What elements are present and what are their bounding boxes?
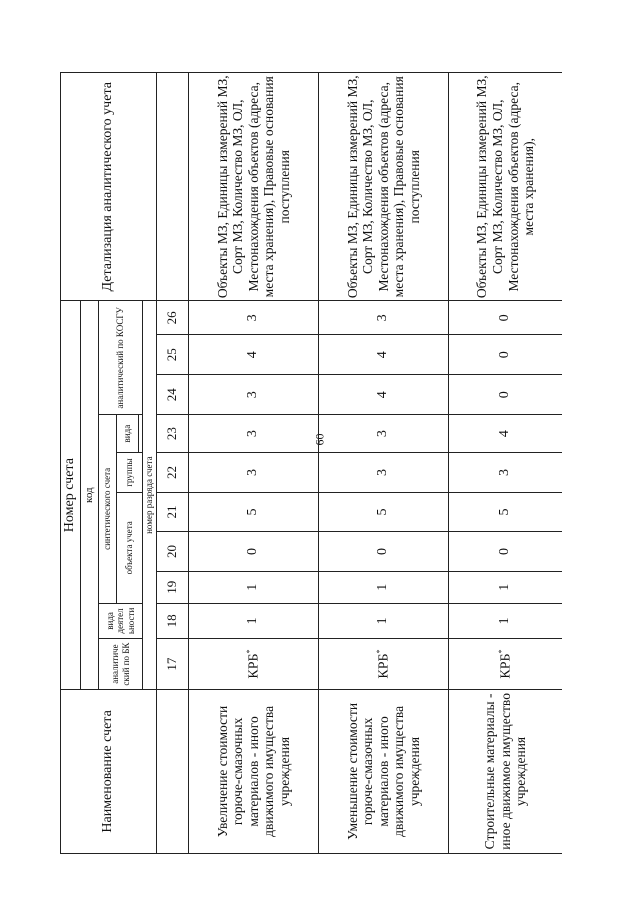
value-24: 4 — [319, 375, 449, 415]
header-analytic-bk: аналитиче ский по БК — [99, 639, 143, 690]
value-20: 0 — [449, 531, 563, 571]
value-22: 3 — [189, 453, 319, 493]
rotated-table-container — [60, 72, 562, 854]
digit-24: 24 — [157, 375, 189, 415]
value-18: 1 — [449, 603, 563, 639]
krb-footnote-mark: * — [374, 649, 384, 654]
digit-26: 26 — [157, 301, 189, 335]
header-synthetic: синтетического счета — [99, 415, 117, 603]
krb-label: КРБ — [246, 653, 262, 679]
header-name: Наименование счета — [61, 689, 157, 853]
account-name: Уменьшение стоимости горюче-смазочных материалов - иного движимого имущества учреждения — [319, 689, 449, 853]
value-21: 5 — [189, 493, 319, 532]
value-25: 4 — [189, 335, 319, 375]
value-25: 0 — [449, 335, 563, 375]
value-24: 3 — [189, 375, 319, 415]
header-digit-no: номер разряда счета — [143, 301, 157, 689]
header-kind: вида — [117, 415, 139, 453]
value-26: 3 — [319, 301, 449, 335]
krb-footnote-mark: * — [244, 649, 254, 654]
table-row — [319, 73, 449, 854]
account-name: Строительные материалы - иное движимое имущество учреждения — [449, 689, 563, 853]
digit-17: 17 — [157, 639, 189, 690]
digit-22: 22 — [157, 453, 189, 493]
digit-25: 25 — [157, 335, 189, 375]
value-23: 4 — [449, 415, 563, 453]
value-19: 1 — [319, 571, 449, 603]
digit-21: 21 — [157, 493, 189, 532]
account-name: Увеличение стоимости горюче-смазочных материалов - иного движимого имущества учреждения — [189, 689, 319, 853]
header-activity: вида деятел ьности — [99, 603, 143, 639]
header-detail: Детализация аналитического учета — [61, 73, 157, 301]
value-23: 3 — [319, 415, 449, 453]
digit-19: 19 — [157, 571, 189, 603]
krb-cell — [449, 639, 563, 690]
account-detail: Объекты МЗ, Единицы измерений МЗ, Сорт МЗ, Количество МЗ, ОЛ, Местонахождения объектов (адреса, места хранения), Правовые основания поступления — [189, 73, 319, 301]
accounts-table — [60, 72, 562, 854]
krb-label: КРБ — [376, 653, 392, 679]
krb-label: КРБ — [498, 653, 514, 679]
digit-23: 23 — [157, 415, 189, 453]
digit-spacer — [157, 73, 189, 301]
header-number: Номер счета — [61, 301, 81, 689]
value-26: 0 — [449, 301, 563, 335]
value-20: 0 — [319, 531, 449, 571]
value-22: 3 — [319, 453, 449, 493]
header-object: объекта учета — [117, 493, 143, 603]
digit-20: 20 — [157, 531, 189, 571]
value-21: 5 — [449, 493, 563, 532]
table-frame — [60, 72, 562, 854]
account-detail: Объекты МЗ, Единицы измерений МЗ, Сорт МЗ, Количество МЗ, ОЛ, Местонахождения объектов (адреса, места хранения), Правовые основания поступления — [319, 73, 449, 301]
value-21: 5 — [319, 493, 449, 532]
value-20: 0 — [189, 531, 319, 571]
krb-footnote-mark: * — [496, 649, 506, 654]
value-22: 3 — [449, 453, 563, 493]
header-analytic-kosgu: аналитический по КОСГУ — [99, 301, 143, 415]
value-18: 1 — [319, 603, 449, 639]
value-18: 1 — [189, 603, 319, 639]
value-23: 3 — [189, 415, 319, 453]
account-detail: Объекты МЗ, Единицы измерений МЗ, Сорт МЗ, Количество МЗ, ОЛ, Местонахождения объектов (адреса, места хранения), — [449, 73, 563, 301]
table-row — [189, 73, 319, 854]
value-25: 4 — [319, 335, 449, 375]
page-number: 60 — [312, 433, 327, 446]
value-24: 0 — [449, 375, 563, 415]
value-26: 3 — [189, 301, 319, 335]
krb-cell — [189, 639, 319, 690]
value-19: 1 — [449, 571, 563, 603]
krb-cell — [319, 639, 449, 690]
digit-spacer — [157, 689, 189, 853]
digit-18: 18 — [157, 603, 189, 639]
table-row — [449, 73, 563, 854]
header-code: код — [81, 301, 99, 689]
value-19: 1 — [189, 571, 319, 603]
header-group: группы — [117, 453, 143, 493]
